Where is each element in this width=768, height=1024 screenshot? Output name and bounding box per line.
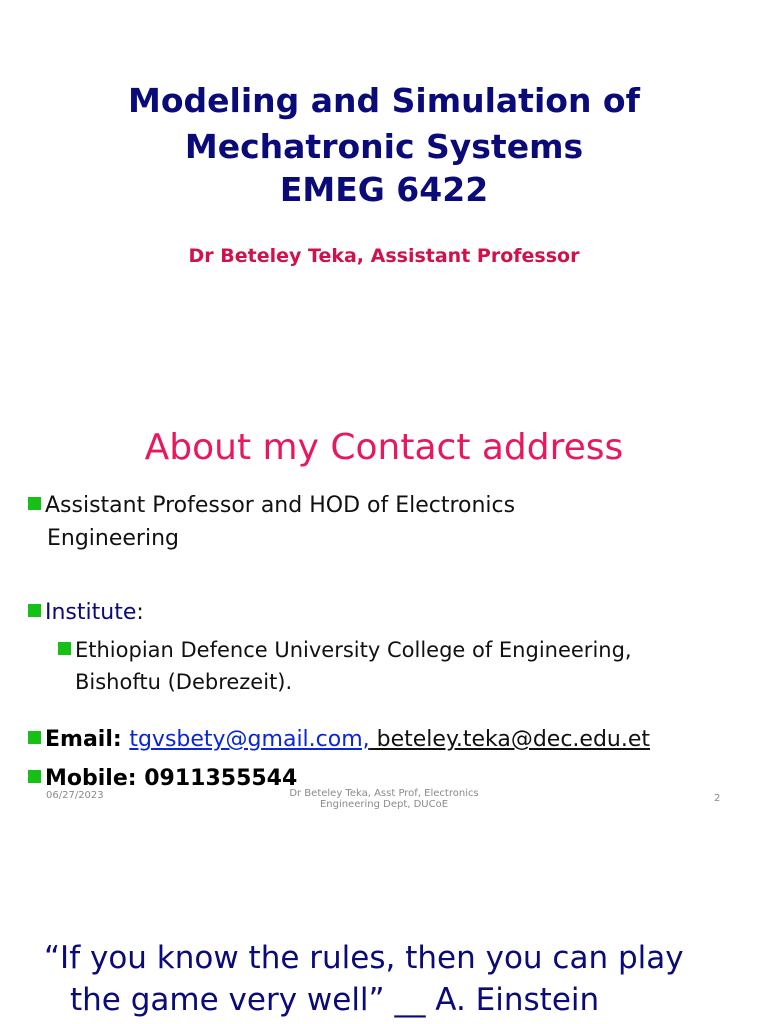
quote-line1: “If you know the rules, then you can play xyxy=(44,940,684,976)
footer-date: 06/27/2023 xyxy=(46,790,104,801)
email-link-gmail[interactable]: tgvsbety@gmail.com, xyxy=(129,727,370,752)
quote-line2: the game very well” __ A. Einstein xyxy=(70,982,600,1018)
footer-page-number: 2 xyxy=(714,793,721,804)
slide-title-line1: Modeling and Simulation of xyxy=(128,81,640,120)
institute-label: Institute xyxy=(45,600,137,625)
mobile-label: Mobile: xyxy=(45,766,145,791)
institute-item xyxy=(28,596,144,629)
email-item xyxy=(28,723,650,756)
role-item xyxy=(28,489,515,522)
email-link-dec[interactable]: beteley.teka@dec.edu.et xyxy=(369,727,651,752)
role-line1: Assistant Professor and HOD of Electronics xyxy=(45,493,516,518)
institute-line2: Bishoftu (Debrezeit). xyxy=(75,670,293,694)
institute-colon: : xyxy=(136,600,144,625)
mobile-value: 0911355544 xyxy=(144,766,298,791)
author-line: Dr Beteley Teka, Assistant Professor xyxy=(188,245,580,267)
bullet-square-icon xyxy=(28,731,41,744)
slide-title-line2: Mechatronic Systems xyxy=(184,127,584,166)
email-label: Email: xyxy=(45,727,130,752)
role-line2: Engineering xyxy=(47,526,179,551)
course-code: EMEG 6422 xyxy=(279,170,489,209)
bullet-square-icon xyxy=(28,497,41,510)
contact-heading: About my Contact address xyxy=(144,427,624,468)
footer-center xyxy=(264,788,504,810)
bullet-square-icon xyxy=(58,642,71,655)
bullet-square-icon xyxy=(28,770,41,783)
institute-name-item xyxy=(58,634,632,667)
institute-line1: Ethiopian Defence University College of Engineering, xyxy=(75,638,632,662)
footer-center-line2: Engineering Dept, DUCoE xyxy=(319,799,449,810)
bullet-square-icon xyxy=(28,604,41,617)
footer-center-line1: Dr Beteley Teka, Asst Prof, Electronics xyxy=(289,788,479,799)
